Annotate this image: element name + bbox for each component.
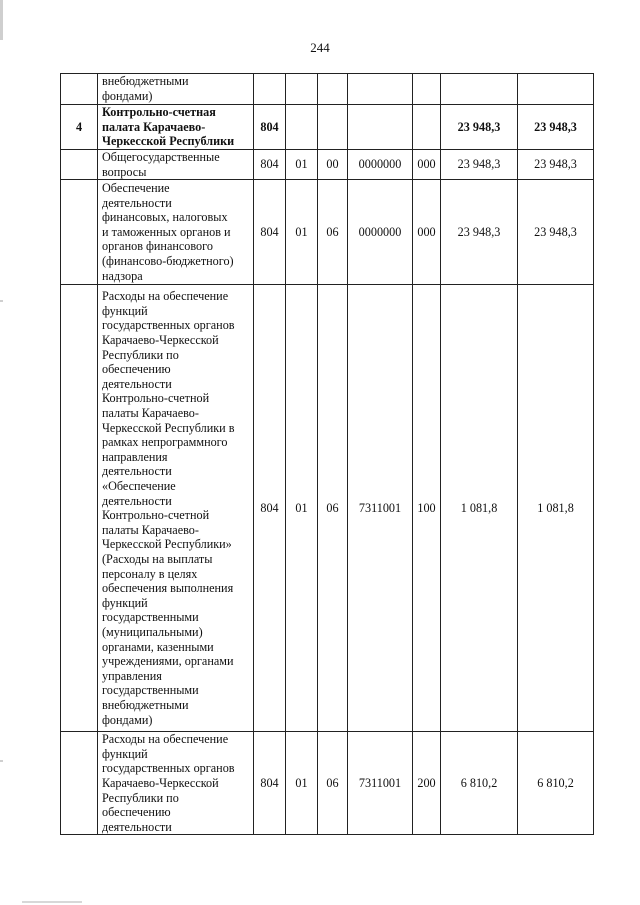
table-row bbox=[61, 180, 594, 285]
item-name-line: Республики по bbox=[102, 347, 179, 362]
expense-type-cell: 100 bbox=[413, 285, 441, 732]
item-name-cell bbox=[98, 150, 254, 180]
item-name-line: обеспечению bbox=[102, 362, 171, 377]
row-number-cell bbox=[61, 150, 98, 180]
item-name-line: внебюджетными bbox=[102, 74, 189, 89]
item-name-line: обеспечению bbox=[102, 805, 171, 820]
budget-table-body bbox=[61, 74, 594, 835]
subsection-code-cell: 06 bbox=[318, 180, 348, 285]
item-name-line: государственных органов bbox=[102, 761, 235, 776]
item-name-line: палаты Карачаево- bbox=[102, 522, 199, 537]
item-name-line: Карачаево-Черкесской bbox=[102, 775, 219, 790]
table-row bbox=[61, 150, 594, 180]
row-number-cell bbox=[61, 732, 98, 835]
amount-year2-cell: 23 948,3 bbox=[518, 150, 594, 180]
amount-year1-cell bbox=[441, 74, 518, 105]
item-name-line: органов финансового bbox=[102, 239, 213, 254]
item-name-line: Контрольно-счетная bbox=[102, 105, 216, 120]
item-name-cell bbox=[98, 285, 254, 732]
section-code-cell: 01 bbox=[286, 150, 318, 180]
item-name-line: обеспечения выполнения bbox=[102, 581, 234, 596]
subsection-code-cell: 00 bbox=[318, 150, 348, 180]
subsection-code-cell: 06 bbox=[318, 285, 348, 732]
item-name-cell bbox=[98, 74, 254, 105]
amount-year2-cell: 23 948,3 bbox=[518, 180, 594, 285]
item-name-line: учреждениями, органами bbox=[102, 654, 234, 669]
ministry-code-cell: 804 bbox=[254, 150, 286, 180]
subsection-code-cell bbox=[318, 74, 348, 105]
target-article-cell bbox=[348, 74, 413, 105]
section-code-cell: 01 bbox=[286, 180, 318, 285]
amount-year1-cell: 23 948,3 bbox=[441, 105, 518, 150]
item-name-line: Контрольно-счетной bbox=[102, 508, 210, 523]
section-code-cell bbox=[286, 105, 318, 150]
item-name-line: Черкесской Республики bbox=[102, 134, 235, 149]
scan-edge-mark bbox=[22, 901, 82, 903]
item-name-line: и таможенных органов и bbox=[102, 224, 231, 239]
item-name-cell bbox=[98, 105, 254, 150]
section-code-cell: 01 bbox=[286, 285, 318, 732]
amount-year2-cell: 23 948,3 bbox=[518, 105, 594, 150]
target-article-cell: 0000000 bbox=[348, 150, 413, 180]
item-name-line: рамках непрограммного bbox=[102, 435, 228, 450]
row-number-cell: 4 bbox=[61, 105, 98, 150]
page-number: 244 bbox=[310, 40, 330, 55]
item-name-line: палаты Карачаево- bbox=[102, 406, 199, 421]
table-row bbox=[61, 105, 594, 150]
item-name-line: Черкесской Республики в bbox=[102, 420, 235, 435]
ministry-code-cell bbox=[254, 74, 286, 105]
ministry-code-cell: 804 bbox=[254, 285, 286, 732]
amount-year2-cell bbox=[518, 74, 594, 105]
row-number-cell bbox=[61, 285, 98, 732]
expense-type-cell: 200 bbox=[413, 732, 441, 835]
table-row bbox=[61, 74, 594, 105]
row-number-cell bbox=[61, 180, 98, 285]
item-name-line: Общегосударственные bbox=[102, 150, 220, 164]
expense-type-cell: 000 bbox=[413, 150, 441, 180]
item-name-line: управления bbox=[102, 668, 162, 683]
expense-type-cell bbox=[413, 105, 441, 150]
amount-year1-cell: 1 081,8 bbox=[441, 285, 518, 732]
item-name-line: Расходы на обеспечение bbox=[102, 289, 229, 304]
scan-edge-mark bbox=[0, 760, 3, 762]
ministry-code-cell: 804 bbox=[254, 732, 286, 835]
amount-year1-cell: 23 948,3 bbox=[441, 150, 518, 180]
item-name-line: персоналу в целях bbox=[102, 566, 198, 581]
subsection-code-cell: 06 bbox=[318, 732, 348, 835]
table-row bbox=[61, 285, 594, 732]
budget-table bbox=[60, 73, 594, 835]
item-name-line: Черкесской Республики» bbox=[102, 537, 232, 552]
item-name-line: органами, казенными bbox=[102, 639, 214, 654]
amount-year2-cell: 1 081,8 bbox=[518, 285, 594, 732]
item-name-line: «Обеспечение bbox=[102, 479, 176, 493]
table-row bbox=[61, 732, 594, 835]
amount-year1-cell: 6 810,2 bbox=[441, 732, 518, 835]
item-name-line: (финансово-бюджетного) bbox=[102, 254, 234, 269]
item-name-line: Контрольно-счетной bbox=[102, 391, 210, 406]
item-name-line: деятельности bbox=[102, 493, 172, 508]
subsection-code-cell bbox=[318, 105, 348, 150]
row-number-cell bbox=[61, 74, 98, 105]
item-name-line: деятельности bbox=[102, 195, 172, 210]
amount-year2-cell: 6 810,2 bbox=[518, 732, 594, 835]
item-name-line: функций bbox=[102, 303, 148, 318]
section-code-cell: 01 bbox=[286, 732, 318, 835]
section-code-cell bbox=[286, 74, 318, 105]
target-article-cell bbox=[348, 105, 413, 150]
scan-edge-mark bbox=[0, 300, 3, 302]
item-name-line: финансовых, налоговых bbox=[102, 210, 228, 225]
item-name-line: палата Карачаево- bbox=[102, 119, 206, 134]
item-name-line: (муниципальными) bbox=[102, 624, 203, 639]
item-name-line: функций bbox=[102, 595, 148, 610]
item-name-line: Расходы на обеспечение bbox=[102, 732, 229, 747]
item-name-line: (Расходы на выплаты bbox=[102, 551, 213, 566]
item-name-cell bbox=[98, 732, 254, 835]
amount-year1-cell: 23 948,3 bbox=[441, 180, 518, 285]
item-name-line: государственными bbox=[102, 610, 199, 625]
item-name-line: Обеспечение bbox=[102, 181, 170, 196]
item-name-line: деятельности bbox=[102, 464, 172, 479]
item-name-line: вопросы bbox=[102, 164, 147, 179]
item-name-line: фондами) bbox=[102, 89, 153, 103]
ministry-code-cell: 804 bbox=[254, 180, 286, 285]
ministry-code-cell: 804 bbox=[254, 105, 286, 150]
item-name-line: деятельности bbox=[102, 819, 172, 834]
item-name-line: внебюджетными bbox=[102, 697, 189, 712]
target-article-cell: 0000000 bbox=[348, 180, 413, 285]
item-name-line: Карачаево-Черкесской bbox=[102, 333, 219, 348]
item-name-line: государственных органов bbox=[102, 318, 235, 333]
item-name-line: функций bbox=[102, 746, 148, 761]
item-name-line: государственными bbox=[102, 683, 199, 698]
item-name-cell bbox=[98, 180, 254, 285]
scan-edge-mark bbox=[0, 0, 3, 40]
item-name-line: Республики по bbox=[102, 790, 179, 805]
item-name-line: деятельности bbox=[102, 376, 172, 391]
item-name-line: надзора bbox=[102, 268, 143, 283]
target-article-cell: 7311001 bbox=[348, 285, 413, 732]
item-name-line: направления bbox=[102, 449, 168, 464]
target-article-cell: 7311001 bbox=[348, 732, 413, 835]
item-name-line: фондами) bbox=[102, 712, 153, 727]
expense-type-cell bbox=[413, 74, 441, 105]
expense-type-cell: 000 bbox=[413, 180, 441, 285]
